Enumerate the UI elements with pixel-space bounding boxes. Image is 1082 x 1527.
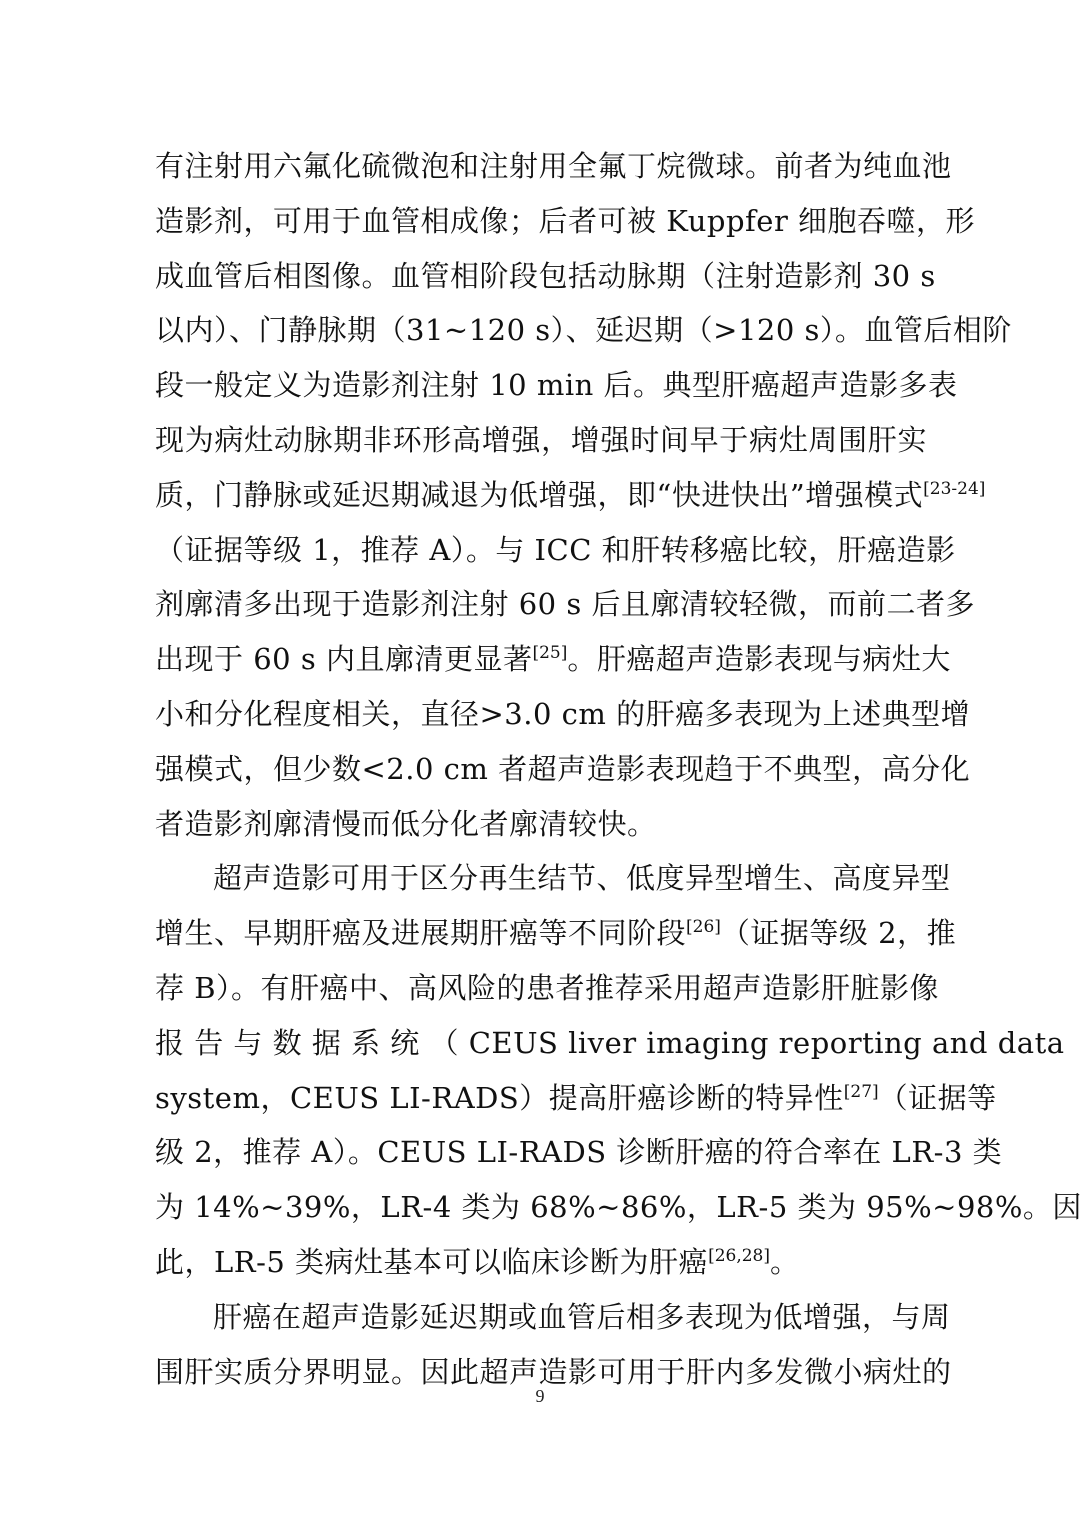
text-segment: 此，LR-5 类病灶基本可以临床诊断为肝癌	[155, 1244, 709, 1279]
text-line: 小和分化程度相关，直径>3.0 cm 的肝癌多表现为上述典型增	[155, 696, 971, 731]
text-line: 围肝实质分界明显。因此超声造影可用于肝内多发微小病灶的	[155, 1354, 952, 1389]
text-segment: 。	[770, 1244, 800, 1279]
text-line: 级 2，推荐 A）。CEUS LI-RADS 诊断肝癌的符合率在 LR-3 类	[155, 1135, 1003, 1170]
text-segment: 增生、早期肝癌及进展期肝癌等不同阶段	[155, 916, 687, 951]
text-line	[155, 468, 986, 523]
text-line: 报 告 与 数 据 系 统 （ CEUS liver imaging reporting and data	[155, 1025, 1065, 1060]
text-segment: （证据等级 2，推	[720, 916, 957, 951]
text-line	[155, 1071, 997, 1126]
text-segment: （证据等	[878, 1080, 997, 1115]
text-segment: 。肝癌超声造影表现与病灶大	[567, 642, 951, 677]
citation-superscript: [25]	[532, 643, 568, 664]
text-line: 强模式，但少数<2.0 cm 者超声造影表现趋于不典型，高分化	[155, 751, 971, 786]
text-line: 成血管后相图像。血管相阶段包括动脉期（注射造影剂 30 s	[155, 258, 936, 293]
text-line	[155, 632, 951, 687]
text-segment: 出现于 60 s 内且廓清更显著	[155, 642, 533, 677]
text-line: 超声造影可用于区分再生结节、低度异型增生、高度异型	[213, 861, 951, 896]
text-segment: 质，门静脉或延迟期减退为低增强，即“快进快出”增强模式	[155, 477, 924, 512]
text-line: 段一般定义为造影剂注射 10 min 后。典型肝癌超声造影多表	[155, 368, 958, 403]
paragraph-3	[155, 1290, 952, 1400]
citation-superscript: [27]	[843, 1081, 879, 1102]
citation-superscript: [26,28]	[708, 1245, 770, 1266]
text-line: 者造影剂廓清慢而低分化者廓清较快。	[155, 806, 657, 841]
text-line: 为 14%~39%，LR-4 类为 68%~86%，LR-5 类为 95%~98%。因	[155, 1190, 1082, 1225]
text-segment: system，CEUS LI-RADS）提高肝癌诊断的特异性	[155, 1080, 844, 1115]
text-line: 剂廓清多出现于造影剂注射 60 s 后且廓清较轻微，而前二者多	[155, 587, 975, 622]
text-line: 有注射用六氟化硫微泡和注射用全氟丁烷微球。前者为纯血池	[155, 149, 952, 183]
text-line: 以内）、门静脉期（31~120 s）、延迟期（>120 s）。血管后相阶	[155, 313, 1012, 348]
text-line: 造影剂，可用于血管相成像；后者可被 Kuppfer 细胞吞噬，形	[155, 203, 976, 238]
page-number: 9	[535, 1386, 545, 1406]
text-line: 现为病灶动脉期非环形高增强，增强时间早于病灶周围肝实	[155, 422, 927, 457]
paragraph-2	[155, 851, 1082, 1289]
text-line: 肝癌在超声造影延迟期或血管后相多表现为低增强，与周	[213, 1299, 951, 1334]
text-line	[155, 1235, 927, 1290]
citation-superscript: [23-24]	[923, 478, 986, 499]
citation-superscript: [26]	[686, 917, 721, 938]
text-line: 荐 B）。有肝癌中、高风险的患者推荐采用超声造影肝脏影像	[155, 970, 940, 1005]
body-text	[155, 139, 1082, 1399]
text-line: （证据等级 1，推荐 A）。与 ICC 和肝转移癌比较，肝癌造影	[155, 532, 956, 567]
paragraph-1	[155, 139, 1012, 851]
text-line	[155, 906, 957, 961]
